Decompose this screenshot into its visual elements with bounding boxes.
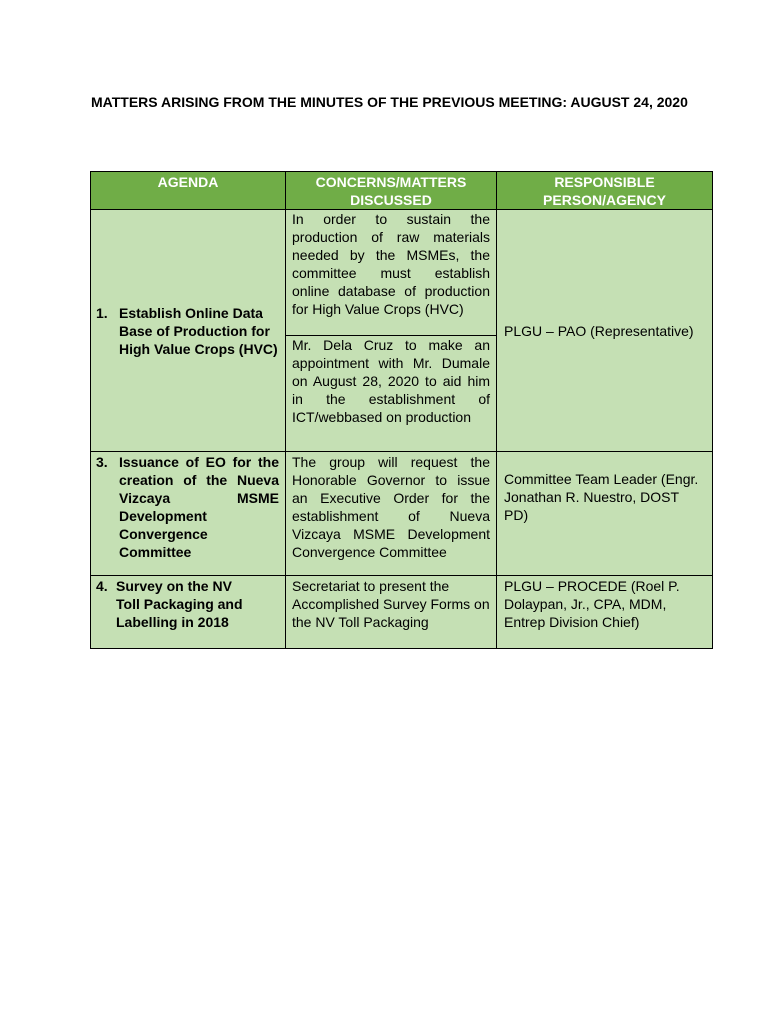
responsible-text: PLGU – PAO (Representative) (504, 322, 694, 339)
responsible-cell (497, 210, 713, 452)
table-header-row (91, 172, 713, 210)
agenda-number: 1. (96, 304, 108, 321)
responsible-text: Committee Team Leader (Engr. Jonathan R. Nuestro, DOST PD) (504, 471, 699, 523)
table-row (91, 452, 713, 576)
agenda-item (91, 304, 285, 358)
agenda-number: 4. (96, 578, 108, 594)
responsible-text: PLGU – PROCEDE (Roel P. Dolaypan, Jr., CPA, MDM, Entrep Division Chief) (504, 578, 680, 630)
matters-arising-table (90, 171, 713, 649)
header-concerns: CONCERNS/MATTERS DISCUSSED (286, 172, 497, 210)
agenda-item (91, 452, 285, 561)
agenda-cell (91, 576, 286, 649)
document-title: MATTERS ARISING FROM THE MINUTES OF THE PREVIOUS MEETING: AUGUST 24, 2020 (91, 94, 688, 110)
concern-text: Mr. Dela Cruz to make an appointment with Mr. Dumale on August 28, 2020 to aid him in the establishment of ICT/webbased on production (286, 335, 496, 426)
agenda-cell (91, 210, 286, 452)
agenda-text: Survey on the NV Toll Packaging and Labelling in 2018 (116, 578, 243, 630)
agenda-cell (91, 452, 286, 576)
responsible-cell (497, 576, 713, 649)
agenda-number: 3. (96, 454, 108, 470)
header-responsible: RESPONSIBLE PERSON/AGENCY (497, 172, 713, 210)
concerns-cell (286, 576, 497, 649)
concerns-cell (286, 452, 497, 576)
table-row (91, 576, 713, 649)
concern-text: In order to sustain the production of raw materials needed by the MSMEs, the committee must establish online database of production for High Value Crops (HVC) (292, 211, 490, 317)
agenda-item (91, 576, 285, 631)
header-agenda: AGENDA (91, 172, 286, 210)
agenda-text: Issuance of EO for the creation of the Nueva Vizcaya MSME Development Convergence Committee (119, 454, 279, 560)
concern-text: The group will request the Honorable Governor to issue an Executive Order for the establishment of Nueva Vizcaya MSME Development Convergence Committee (292, 454, 490, 560)
concerns-cell (286, 210, 497, 452)
agenda-text: Establish Online Data Base of Production for High Value Crops (HVC) (119, 304, 278, 357)
concern-text: Secretariat to present the Accomplished Survey Forms on the NV Toll Packaging (292, 578, 490, 630)
responsible-cell (497, 452, 713, 576)
table-row (91, 210, 713, 452)
